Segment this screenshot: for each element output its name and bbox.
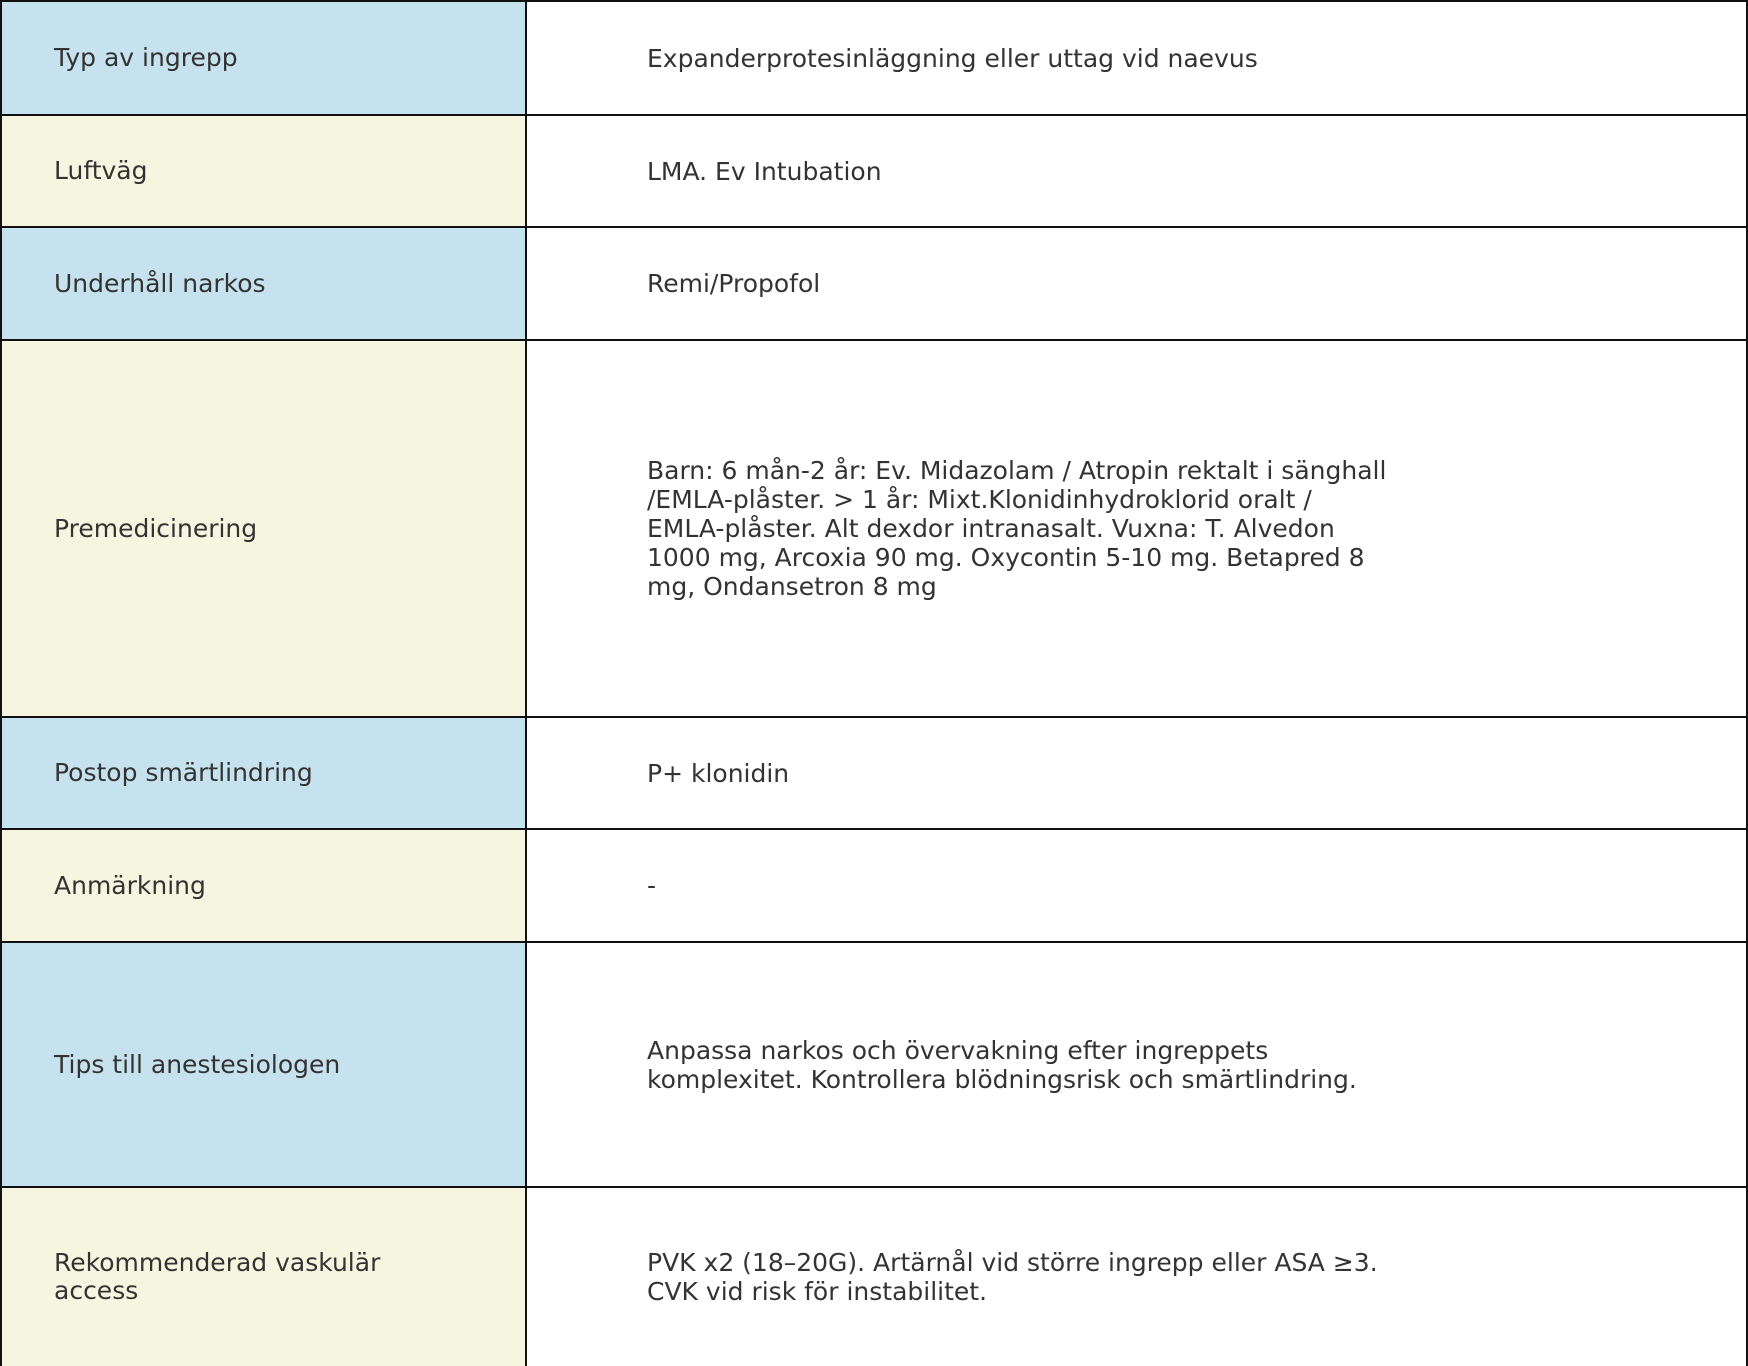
row-label (2, 116, 527, 226)
row-value (527, 718, 1746, 828)
row-label (2, 2, 527, 114)
table-row-premedication (2, 341, 1746, 718)
row-label (2, 228, 527, 339)
row-label (2, 718, 527, 828)
row-value-text: Anpassa narkos och övervakning efter ingreppets komplexitet. Kontrollera blödningsrisk och smärtlindring. (647, 1035, 1357, 1094)
row-value-text: Remi/Propofol (647, 269, 821, 298)
row-label-text: Postop smärtlindring (54, 758, 313, 787)
row-label (2, 341, 527, 716)
table-row-vascular-access (2, 1188, 1746, 1366)
row-label (2, 1188, 527, 1366)
row-label-text: Luftväg (54, 156, 148, 185)
row-value-text: Barn: 6 mån-2 år: Ev. Midazolam / Atropin rektalt i sänghall /EMLA-plåster. > 1 år: Mixt.Klonidinhydroklorid oralt / EMLA-plåster. Alt dexdor intranasalt. Vuxna: T. Alvedon 1000 mg, Arcoxia 90 mg. Oxycontin 5-10 mg. Betapred 8 mg, Ondansetron 8 mg (647, 456, 1387, 601)
row-label (2, 830, 527, 941)
row-value (527, 943, 1746, 1186)
table-row-remark (2, 830, 1746, 943)
row-label-text: Tips till anestesiologen (54, 1049, 341, 1079)
row-value (527, 228, 1746, 339)
row-label-text: Premedicinering (54, 513, 258, 543)
row-value (527, 1188, 1746, 1366)
row-label-text: Underhåll narkos (54, 268, 266, 298)
row-value-text: P+ klonidin (647, 758, 790, 788)
row-value (527, 116, 1746, 226)
row-value (527, 341, 1746, 716)
row-label (2, 943, 527, 1186)
row-value-text: PVK x2 (18–20G). Artärnål vid större ingrepp eller ASA ≥3. CVK vid risk för instabilitet. (647, 1248, 1378, 1306)
row-value (527, 830, 1746, 941)
table-row-postop-pain (2, 718, 1746, 830)
table-row-tips (2, 943, 1746, 1188)
row-value-text: LMA. Ev Intubation (647, 156, 882, 186)
row-value (527, 2, 1746, 114)
table-row-maintenance (2, 228, 1746, 341)
table-row-airway (2, 116, 1746, 228)
row-value-text: - (647, 871, 657, 900)
row-label-text: Rekommenderad vaskulär access (54, 1248, 381, 1305)
table-row-procedure-type (2, 2, 1746, 116)
row-label-text: Anmärkning (54, 870, 206, 900)
row-value-text: Expanderprotesinläggning eller uttag vid naevus (647, 43, 1258, 73)
row-label-text: Typ av ingrepp (54, 43, 238, 72)
